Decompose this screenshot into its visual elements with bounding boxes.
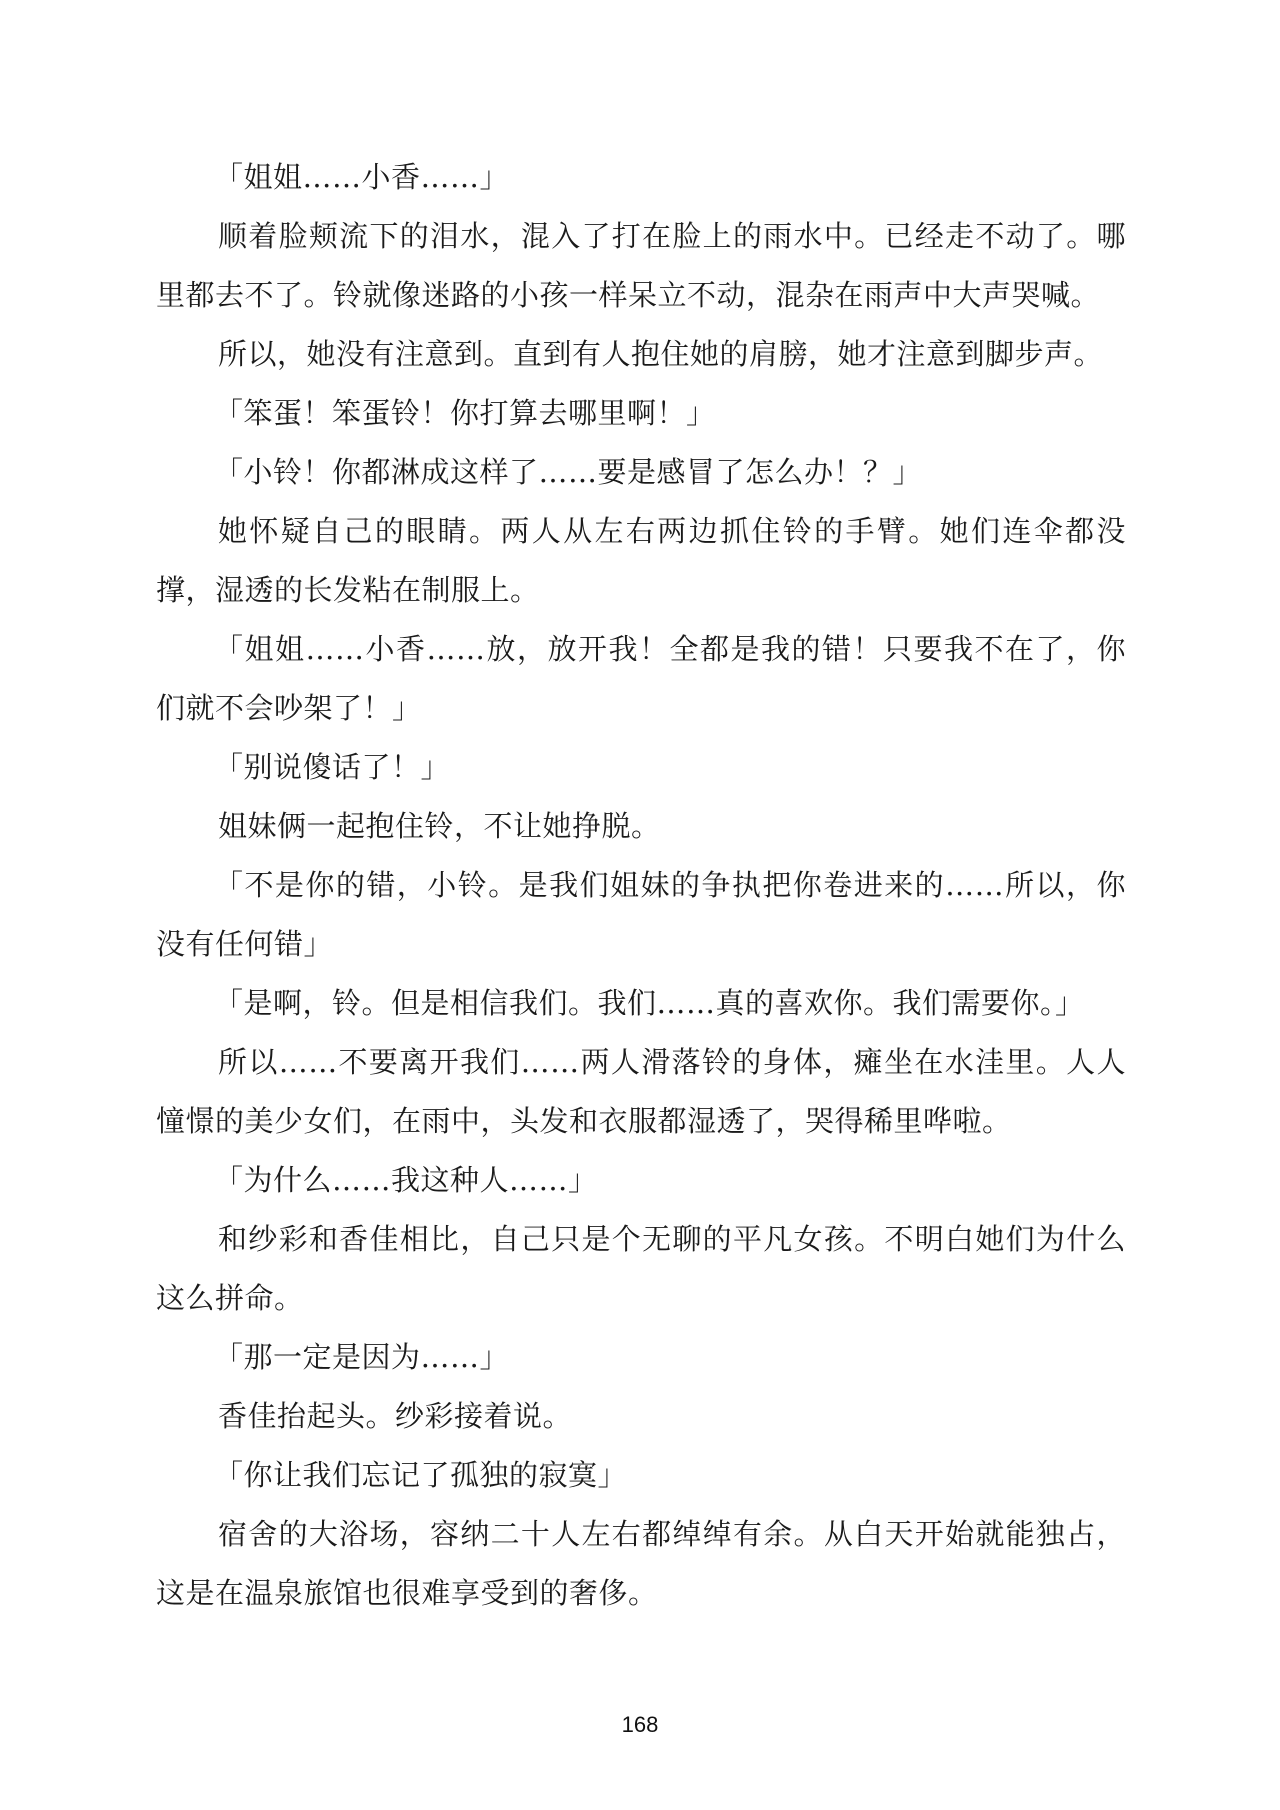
paragraph: 她怀疑自己的眼睛。两人从左右两边抓住铃的手臂。她们连伞都没撑，湿透的长发粘在制服上。 (156, 514, 1126, 607)
paragraph: 顺着脸颊流下的泪水，混入了打在脸上的雨水中。已经走不动了。哪里都去不了。铃就像迷路的小孩一样呆立不动，混杂在雨声中大声哭喊。 (156, 219, 1126, 312)
paragraph: 和纱彩和香佳相比，自己只是个无聊的平凡女孩。不明白她们为什么这么拼命。 (156, 1222, 1126, 1315)
paragraph: 「姐姐……小香……」 (214, 160, 510, 194)
paragraph: 宿舍的大浴场，容纳二十人左右都绰绰有余。从白天开始就能独占，这是在温泉旅馆也很难享受到的奢侈。 (156, 1517, 1126, 1610)
paragraph: 「不是你的错，小铃。是我们姐妹的争执把你卷进来的……所以，你没有任何错」 (156, 868, 1126, 961)
paragraph: 「姐姐……小香……放，放开我！全都是我的错！只要我不在了，你们就不会吵架了！」 (156, 632, 1126, 725)
paragraph: 姐妹俩一起抱住铃，不让她挣脱。 (218, 809, 661, 843)
paragraph: 「为什么……我这种人……」 (214, 1163, 598, 1197)
paragraph: 「笨蛋！笨蛋铃！你打算去哪里啊！」 (214, 396, 716, 430)
paragraph: 所以，她没有注意到。直到有人抱住她的肩膀，她才注意到脚步声。 (218, 337, 1104, 371)
page-number: 168 (621, 1712, 659, 1737)
paragraph: 「你让我们忘记了孤独的寂寞」 (214, 1458, 628, 1492)
paragraph: 「是啊，铃。但是相信我们。我们……真的喜欢你。我们需要你。」 (214, 986, 1085, 1020)
paragraph: 所以……不要离开我们……两人滑落铃的身体，瘫坐在水洼里。人人憧憬的美少女们，在雨中，头发和衣服都湿透了，哭得稀里哗啦。 (156, 1045, 1126, 1138)
paragraph: 「小铃！你都淋成这样了……要是感冒了怎么办！？」 (214, 455, 923, 489)
paragraph: 「别说傻话了！」 (214, 750, 451, 784)
page-body (156, 148, 1126, 1623)
paragraph: 香佳抬起头。纱彩接着说。 (218, 1399, 573, 1433)
paragraph: 「那一定是因为……」 (214, 1340, 510, 1374)
